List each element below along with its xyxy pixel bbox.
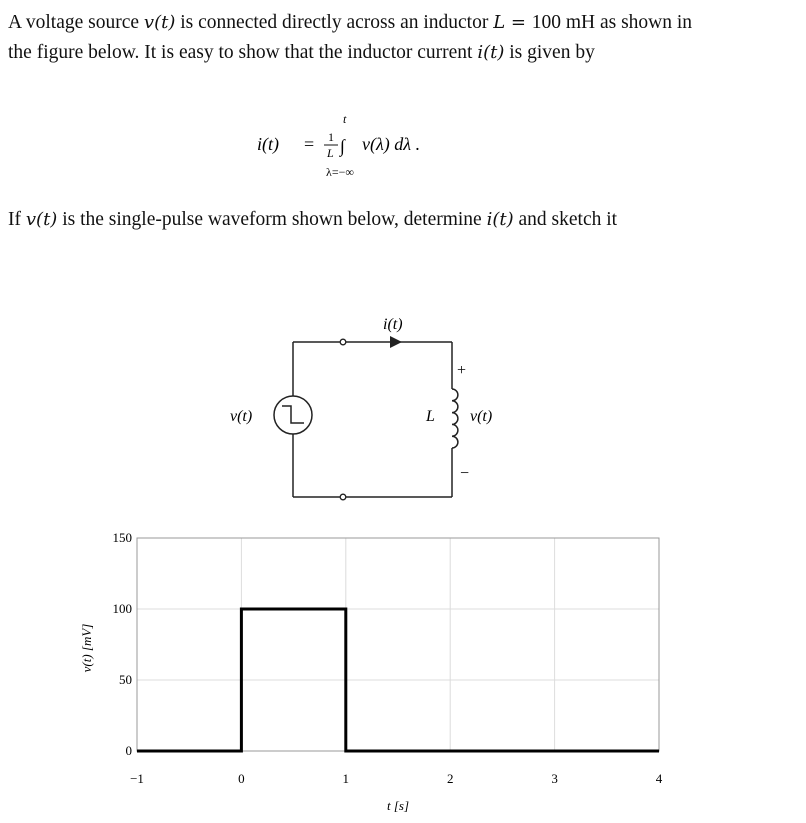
pulse-source-circle: [274, 396, 312, 434]
x-tick-label: 2: [446, 771, 454, 786]
eq-equals: =: [304, 134, 315, 154]
bottom-node: [340, 494, 346, 500]
intro-text-d: is given by: [504, 42, 595, 63]
question-text-c: and sketch it: [513, 209, 618, 230]
integral-equation: [0, 0, 806, 200]
intro-v-symbol: v(t): [143, 12, 176, 33]
x-tick-label: 4: [655, 771, 663, 786]
eq-integral-sign: ∫: [340, 136, 345, 156]
eq-frac-num: 1: [328, 130, 334, 144]
intro-text-b: is connected directly across an inductor: [175, 12, 494, 33]
eq-integrand: v(λ) dλ .: [362, 134, 421, 154]
y-tick-label: 0: [125, 743, 132, 758]
x-tick-label: −1: [130, 771, 144, 786]
circuit-diagram: [0, 300, 806, 520]
top-node: [340, 339, 346, 345]
inductor-coil: [452, 389, 458, 448]
current-arrow-icon: [390, 336, 402, 348]
intro-L-symbol: L: [493, 12, 506, 33]
plus-sign: +: [457, 362, 467, 379]
question-text-a: If: [8, 209, 26, 230]
chart-grid: [137, 538, 659, 751]
x-tick-label: 3: [551, 771, 558, 786]
chart-ticks: [113, 530, 663, 786]
voltage-label: v(t): [470, 408, 493, 425]
question-text-b: is the single-pulse waveform shown below, determine: [57, 209, 487, 230]
question-i-symbol: i(t): [486, 209, 514, 230]
eq-upper-limit: t: [343, 112, 347, 126]
voltage-pulse-chart: [0, 520, 806, 823]
inductor-label: L: [426, 408, 435, 425]
intro-text-c: the figure below. It is easy to show that the inductor current: [8, 42, 478, 63]
intro-i-symbol: i(t): [477, 42, 505, 63]
source-label: v(t): [230, 408, 253, 425]
pulse-symbol-icon: [282, 406, 304, 423]
intro-equals: =: [505, 12, 532, 33]
chart-frame: [137, 538, 659, 751]
eq-lhs: i(t): [257, 134, 279, 154]
current-label: i(t): [383, 316, 403, 333]
x-axis-label: t [s]: [386, 798, 410, 813]
eq-lower-limit: λ=−∞: [326, 165, 354, 179]
eq-frac-den: L: [327, 146, 334, 160]
x-tick-label: 1: [342, 771, 350, 786]
intro-text-a: A voltage source: [8, 12, 144, 33]
y-tick-label: 50: [119, 672, 132, 687]
minus-sign: −: [460, 465, 470, 482]
y-tick-label: 100: [112, 601, 132, 616]
y-tick-label: 150: [112, 530, 132, 545]
y-axis-label: v(t) [mV]: [79, 623, 94, 673]
question-v-symbol: v(t): [25, 209, 58, 230]
intro-value: 100 mH as shown in: [531, 12, 693, 33]
question-text: [8, 205, 617, 235]
x-tick-label: 0: [238, 771, 245, 786]
